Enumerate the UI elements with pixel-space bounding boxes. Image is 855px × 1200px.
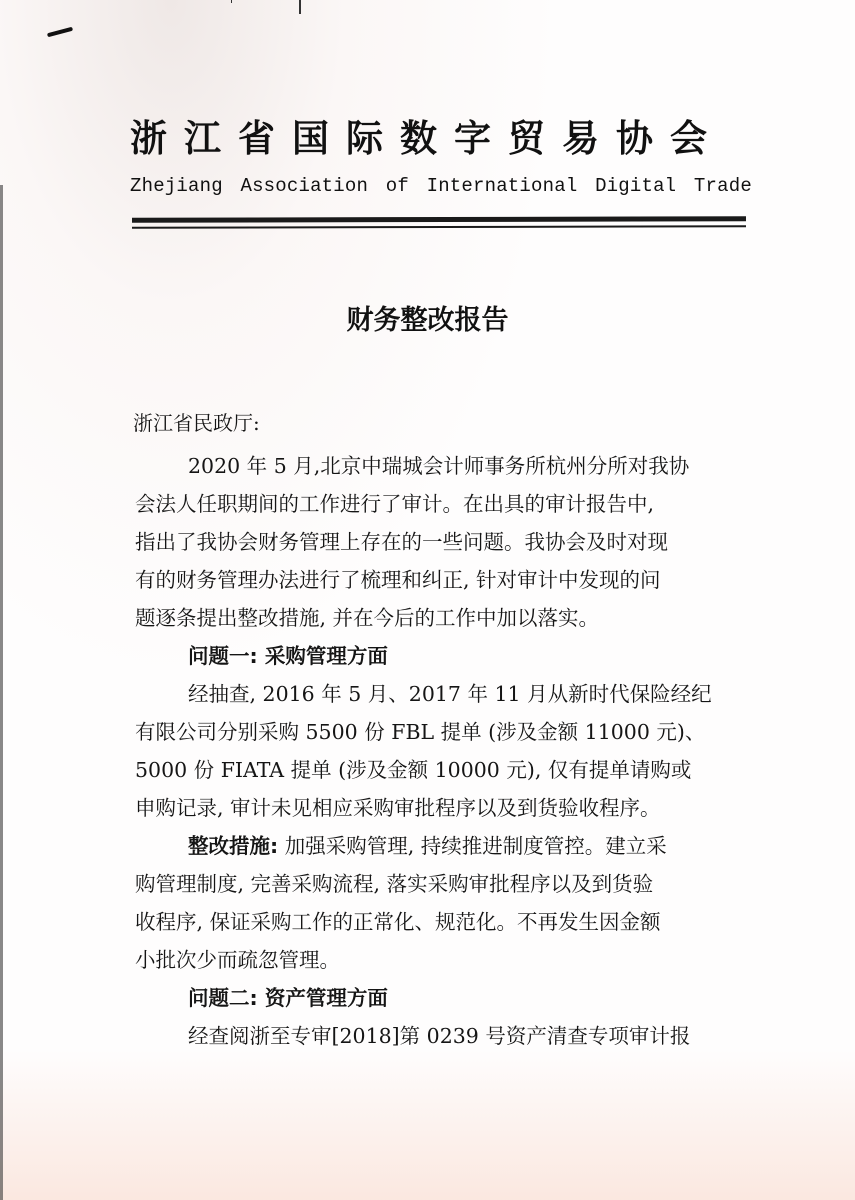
paragraph-line: 收程序, 保证采购工作的正常化、规范化。不再发生因金额 [135,910,661,934]
org-name-en-word: Trade [693,175,752,197]
org-name-en [130,175,752,197]
org-name-en-word: of [385,175,409,197]
paragraph-line: 有的财务管理办法进行了梳理和纠正, 针对审计中发现的问 [135,568,661,592]
measure-label: 整改措施: [188,834,279,858]
document-body [135,447,755,1055]
paragraph-line: 经查阅浙至专审[2018]第 0239 号资产清查专项审计报 [188,1024,691,1048]
org-name-en-word: International [426,175,578,197]
section-heading-issue-2: 问题二: 资产管理方面 [188,986,388,1010]
scan-mark [231,0,232,3]
document-title: 财务整改报告 [346,305,509,336]
measure-text: 加强采购管理, 持续推进制度管控。建立采 [278,834,667,858]
page-edge [0,185,3,1200]
paragraph-line: 题逐条提出整改措施, 并在今后的工作中加以落实。 [135,606,600,630]
paragraph-line: 申购记录, 审计未见相应采购审批程序以及到货验收程序。 [135,796,661,820]
org-name-cn: 浙江省国际数字贸易协会 [130,117,724,160]
letterhead-rule-thin [132,225,746,229]
paragraph-line: 指出了我协会财务管理上存在的一些问题。我协会及时对现 [135,530,668,554]
org-name-en-word: Association [240,175,369,197]
paragraph-line: 有限公司分别采购 5500 份 FBL 提单 (涉及金额 11000 元)、 [135,720,706,744]
paragraph-line: 购管理制度, 完善采购流程, 落实采购审批程序以及到货验 [135,872,654,896]
org-name-en-word: Zhejiang [130,175,223,197]
section-heading-issue-1: 问题一: 采购管理方面 [188,644,388,668]
scan-mark [299,0,301,14]
org-name-en-word: Digital [595,175,677,197]
paragraph-line: 2020 年 5 月,北京中瑞城会计师事务所杭州分所对我协 [188,454,690,478]
salutation: 浙江省民政厅: [133,411,260,435]
paragraph-line: 5000 份 FIATA 提单 (涉及金额 10000 元), 仅有提单请购或 [135,758,692,782]
paragraph-line: 小批次少而疏忽管理。 [135,948,340,972]
measure-line [135,827,755,865]
paragraph-line: 会法人任职期间的工作进行了审计。在出具的审计报告中, [135,492,655,516]
paragraph-line: 经抽查, 2016 年 5 月、2017 年 11 月从新时代保险经纪 [188,682,712,706]
scan-mark [47,27,73,38]
letterhead-rule-thick [132,216,746,223]
paper-shading [0,1050,855,1200]
